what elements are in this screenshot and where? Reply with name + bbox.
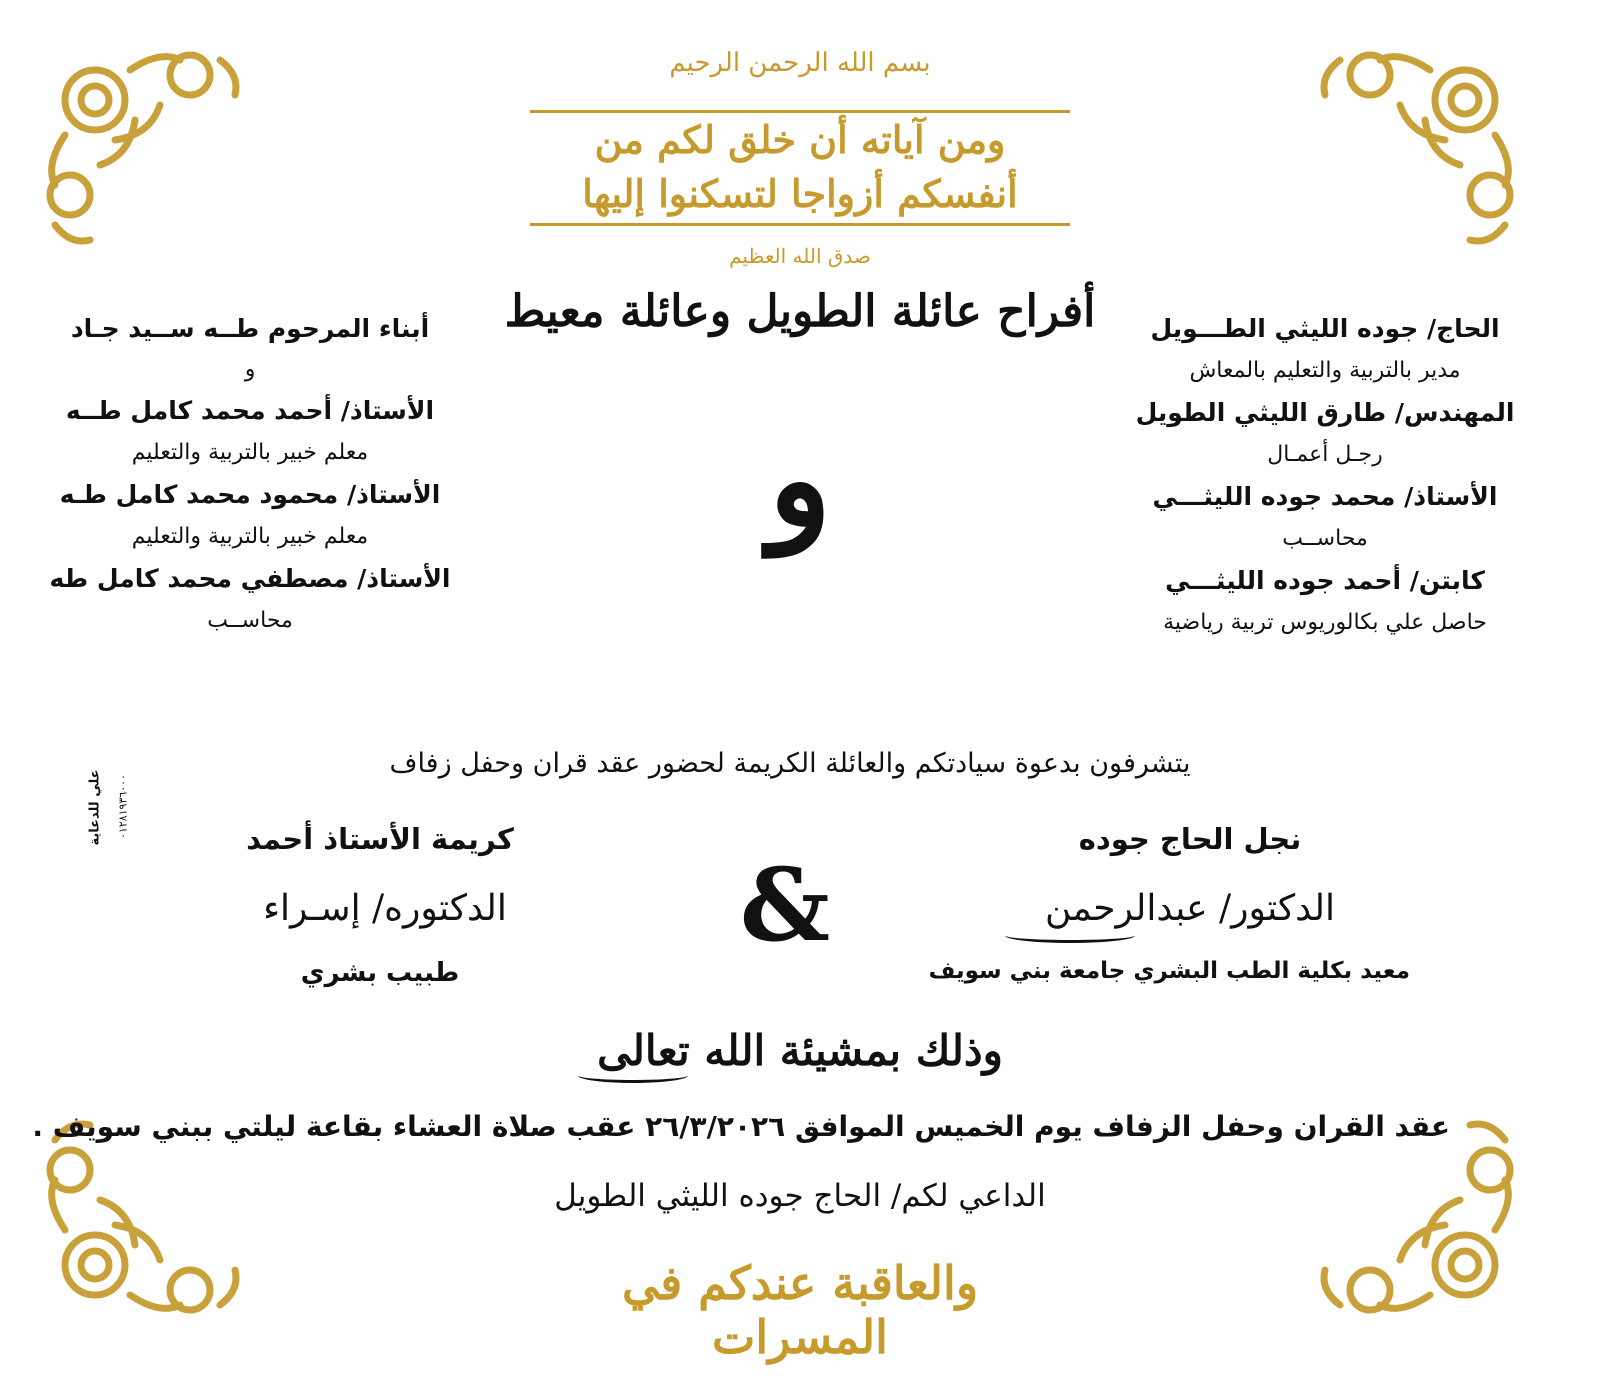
closing-calligraphy: والعاقبة عندكم في المسرات bbox=[621, 1256, 979, 1364]
ampersand: & bbox=[739, 846, 831, 964]
family-member-job: مدير بالتربية والتعليم بالمعاش bbox=[1189, 358, 1461, 383]
family-member-job: محاســب bbox=[207, 608, 293, 633]
printer-stamp-name: علي للدعاية bbox=[87, 769, 103, 846]
family-member-name: الأستاذ/ مصطفي محمد كامل طه bbox=[49, 564, 451, 593]
family-member-job: حاصل علي بكالوريوس تربية رياضية bbox=[1163, 610, 1487, 635]
floral-corner-top-right bbox=[1310, 45, 1520, 255]
basmala: بسم الله الرحمن الرحيم bbox=[669, 48, 931, 78]
printer-stamp bbox=[40, 760, 150, 860]
family-member-name: الحاج/ جوده الليثي الطـــويل bbox=[1150, 314, 1500, 343]
bride-relation: كريمة الأستاذ أحمد bbox=[246, 822, 514, 856]
floral-corner-top-left bbox=[40, 45, 250, 255]
left-family-heading: أبناء المرحوم طــه ســيد جـاد bbox=[70, 314, 430, 343]
left-family-entry bbox=[45, 558, 455, 642]
left-family-entry bbox=[45, 474, 455, 558]
family-member-job: معلم خبير بالتربية والتعليم bbox=[131, 440, 369, 465]
right-family-column bbox=[1110, 308, 1540, 644]
sadaqa-text: صدق الله العظيم bbox=[729, 244, 871, 268]
printer-stamp-phone: ٠١٢٨١٩٣٦٠٠٠ bbox=[116, 774, 130, 839]
right-family-entry bbox=[1110, 476, 1540, 560]
left-family-column bbox=[45, 308, 455, 642]
family-member-name: المهندس/ طارق الليثي الطويل bbox=[1135, 398, 1515, 427]
quran-verse: ومن آياته أن خلق لكم من أنفسكم أزواجا لتسكنوا إليها bbox=[530, 110, 1070, 226]
blessing-swash bbox=[578, 1068, 688, 1083]
invitation-line: يتشرفون بدعوة سيادتكم والعائلة الكريمة لحضور عقد قران وحفل زفاف bbox=[389, 748, 1191, 779]
family-member-name: الأستاذ/ محمد جوده الليثـــي bbox=[1152, 482, 1498, 511]
family-member-job: رجـل أعمـال bbox=[1267, 442, 1383, 467]
right-family-entry bbox=[1110, 308, 1540, 392]
bride-job: طبيب بشري bbox=[300, 958, 460, 988]
left-family-entry bbox=[45, 390, 455, 474]
page-title: أفراح عائلة الطويل وعائلة معيط bbox=[504, 286, 1096, 337]
right-family-entry bbox=[1110, 392, 1540, 476]
family-member-job: محاســب bbox=[1282, 526, 1368, 551]
groom-name-swash bbox=[1005, 928, 1135, 943]
center-waw: و bbox=[768, 403, 832, 556]
groom-name: الدكتور/ عبدالرحمن bbox=[1045, 888, 1335, 929]
left-family-connector: و bbox=[244, 357, 256, 382]
family-member-name: الأستاذ/ أحمد محمد كامل طــه bbox=[65, 396, 435, 425]
blessing-text: وذلك بمشيئة الله تعالى bbox=[597, 1026, 1003, 1075]
family-member-job: معلم خبير بالتربية والتعليم bbox=[131, 524, 369, 549]
groom-relation: نجل الحاج جوده bbox=[1078, 822, 1302, 856]
groom-job: معيد بكلية الطب البشري جامعة بني سويف bbox=[928, 958, 1410, 984]
family-member-name: كابتن/ أحمد جوده الليثـــي bbox=[1165, 566, 1485, 595]
host-signature: الداعي لكم/ الحاج جوده الليثي الطويل bbox=[554, 1178, 1046, 1214]
family-member-name: الأستاذ/ محمود محمد كامل طـه bbox=[59, 480, 441, 509]
right-family-entry bbox=[1110, 560, 1540, 644]
event-details: عقد القران وحفل الزفاف يوم الخميس الموافق ٢٦/٣/٢٠٢٦ عقب صلاة العشاء بقاعة ليلتي ببني سويف . bbox=[32, 1110, 1450, 1143]
bride-name: الدكتوره/ إسـراء bbox=[263, 888, 507, 929]
